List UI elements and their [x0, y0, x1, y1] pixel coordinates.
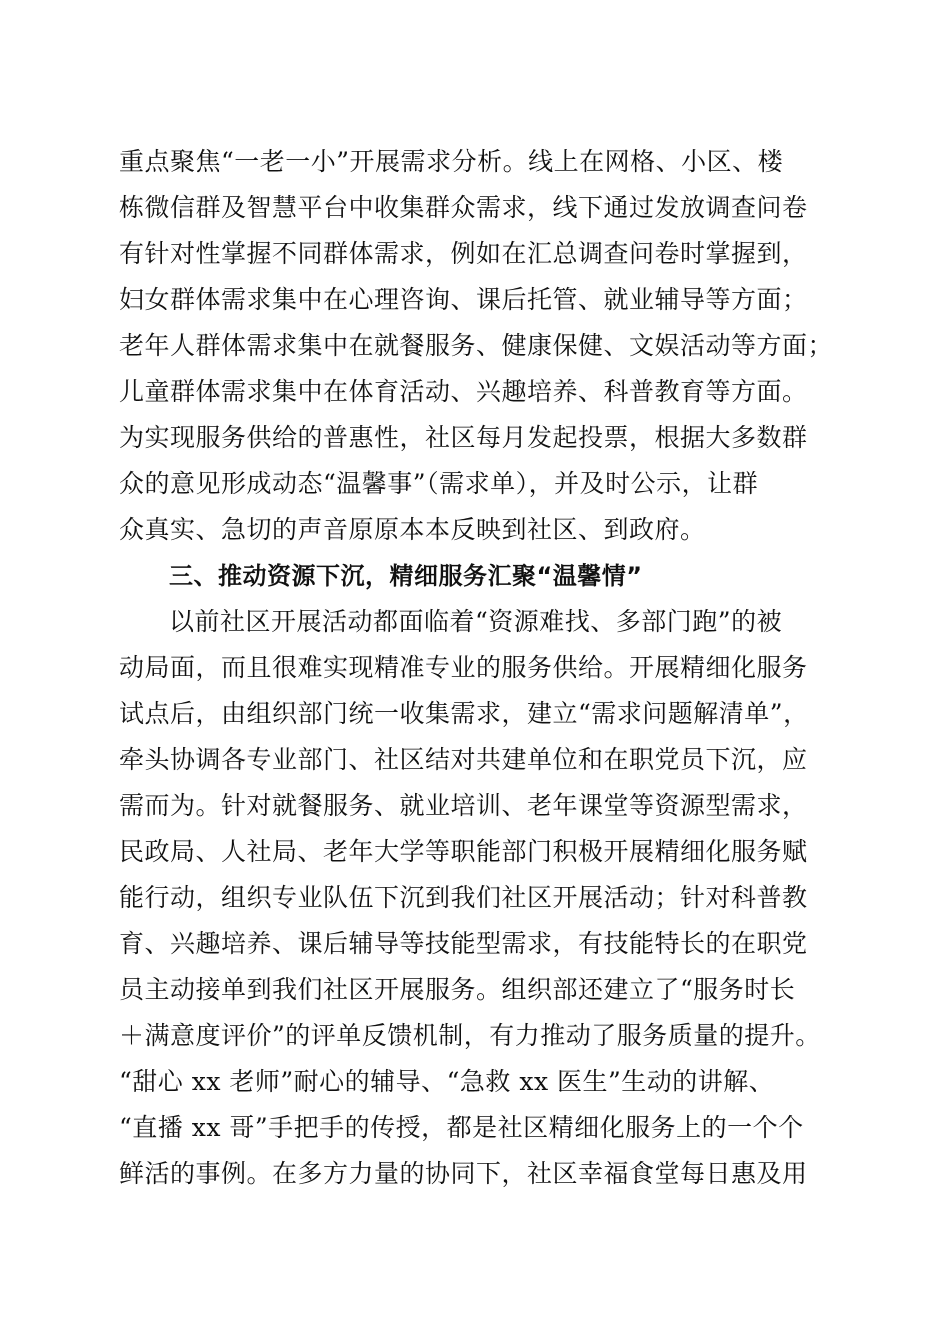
body-line: 重点聚焦“一老一小”开展需求分析。线上在网格、小区、楼: [119, 147, 784, 176]
body-line: 动局面，而且很难实现精准专业的服务供给。开展精细化服务: [119, 653, 808, 682]
body-line: 需而为。针对就餐服务、就业培训、老年课堂等资源型需求，: [119, 791, 808, 820]
document-body: [119, 139, 839, 1197]
body-line: ＋满意度评价”的评单反馈机制，有力推动了服务质量的提升。: [119, 1021, 821, 1050]
body-line: 众真实、急切的声音原原本本反映到社区、到政府。: [119, 515, 706, 544]
body-line: 试点后，由组织部门统一收集需求，建立“需求问题解清单”，: [119, 699, 809, 728]
body-line: 有针对性掌握不同群体需求，例如在汇总调查问卷时掌握到，: [119, 239, 808, 268]
section-heading: 三、推动资源下沉，精细服务汇聚“温馨情”: [169, 562, 643, 590]
body-line: 牵头协调各专业部门、社区结对共建单位和在职党员下沉，应: [119, 745, 808, 774]
body-line: 妇女群体需求集中在心理咨询、课后托管、就业辅导等方面；: [119, 285, 808, 314]
body-line: 民政局、人社局、老年大学等职能部门积极开展精细化服务赋: [119, 837, 808, 866]
paragraph-first-line: 以前社区开展活动都面临着“资源难找、多部门跑”的被: [169, 607, 783, 636]
body-line: 栋微信群及智慧平台中收集群众需求，线下通过发放调查问卷: [119, 193, 808, 222]
body-line: 鲜活的事例。在多方力量的协同下，社区幸福食堂每日惠及用: [119, 1159, 808, 1188]
body-line: “直播 xx 哥”手把手的传授，都是社区精细化服务上的一个个: [119, 1113, 804, 1142]
body-line: 员主动接单到我们社区开展服务。组织部还建立了“服务时长: [119, 975, 796, 1004]
body-line: 育、兴趣培养、课后辅导等技能型需求，有技能特长的在职党: [119, 929, 808, 958]
body-line: 为实现服务供给的普惠性，社区每月发起投票，根据大多数群: [119, 423, 808, 452]
body-line: “甜心 xx 老师”耐心的辅导、“急救 xx 医生”生动的讲解、: [119, 1067, 775, 1096]
body-line: 能行动，组织专业队伍下沉到我们社区开展活动；针对科普教: [119, 883, 808, 912]
body-line: 众的意见形成动态“温馨事”（需求单），并及时公示，让群: [119, 469, 759, 498]
body-line: 儿童群体需求集中在体育活动、兴趣培养、科普教育等方面。: [119, 377, 808, 406]
body-line: 老年人群体需求集中在就餐服务、健康保健、文娱活动等方面；: [119, 331, 834, 360]
